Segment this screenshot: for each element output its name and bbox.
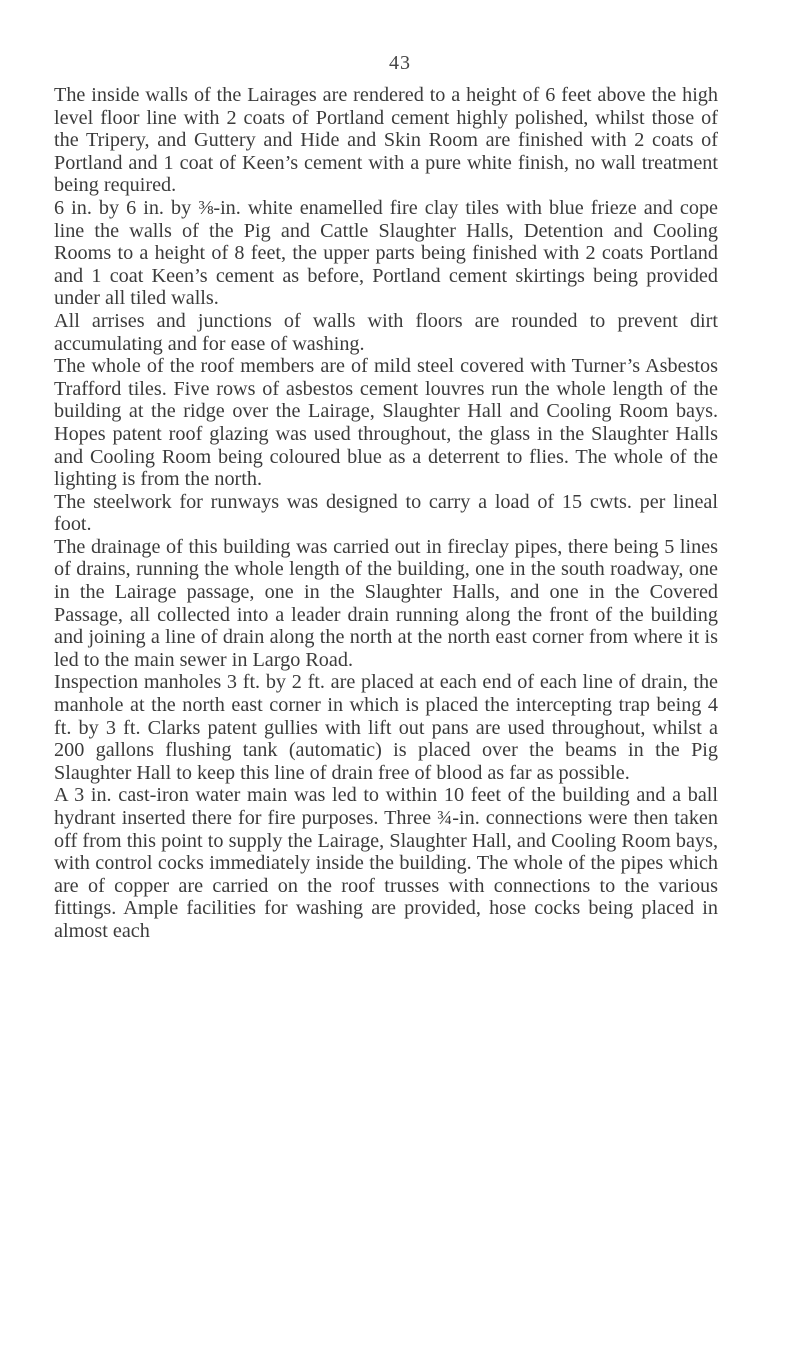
paragraph-tiles: 6 in. by 6 in. by ⅜-in. white enamelled fire clay tiles with blue frieze and cope line the walls of the Pig and Cattle Slaughter Halls, Detention and Cooling Rooms to a height of 8 feet, the upper parts being finished with 2 coats Portland and 1 coat Keen’s cement as before, Portland cement skirtings being provided under all tiled walls.	[54, 196, 718, 310]
paragraph-roof: The whole of the roof members are of mild steel covered with Turner’s Asbestos Trafford tiles. Five rows of asbestos cement louvres run the whole length of the building at the ridge over the Lairage, Slaughter Hall and Cooling Room bays. Hopes patent roof glazing was used throughout, the glass in the Slaughter Halls and Cooling Room being coloured blue as a deterrent to flies. The whole of the lighting is from the north.	[54, 355, 718, 491]
paragraph-water-main: A 3 in. cast-iron water main was led to within 10 feet of the building and a ball hydrant inserted there for fire purposes. Three ¾-in. connections were then taken off from this point to supply the Lairage, Slaughter Hall, and Cooling Room bays, with control cocks immediately inside the building. The whole of the pipes which are of copper are carried on the roof trusses with connections to the various fittings. Ample facilities for washing are provided, hose cocks being placed in almost each	[54, 784, 718, 942]
paragraph-steelwork: The steelwork for runways was designed to carry a load of 15 cwts. per lineal foot.	[54, 490, 718, 536]
paragraph-drainage: The drainage of this building was carried out in fireclay pipes, there being 5 lines of drains, running the whole length of the building, one in the south roadway, one in the Lairage passage, one in the Slaughter Halls, and one in the Covered Passage, all collected into a leader drain running along the front of the building and joining a line of drain along the north at the north east corner from where it is led to the main sewer in Largo Road.	[54, 535, 718, 671]
paragraph-arrises: All arrises and junctions of walls with floors are rounded to prevent dirt accumulating and for ease of washing.	[54, 309, 718, 355]
body-text	[54, 84, 718, 943]
paragraph-lairage-walls: The inside walls of the Lairages are rendered to a height of 6 feet above the high level floor line with 2 coats of Portland cement highly polished, whilst those of the Tripery, and Guttery and Hide and Skin Room are finished with 2 coats of Portland and 1 coat of Keen’s cement with a pure white finish, no wall treatment being required.	[54, 84, 718, 197]
page-number: 43	[389, 52, 411, 74]
paragraph-manholes: Inspection manholes 3 ft. by 2 ft. are placed at each end of each line of drain, the manhole at the north east corner in which is placed the intercepting trap being 4 ft. by 3 ft. Clarks patent gullies with lift out pans are used throughout, whilst a 200 gallons flushing tank (automatic) is placed over the beams in the Pig Slaughter Hall to keep this line of drain free of blood as far as possible.	[54, 671, 718, 784]
